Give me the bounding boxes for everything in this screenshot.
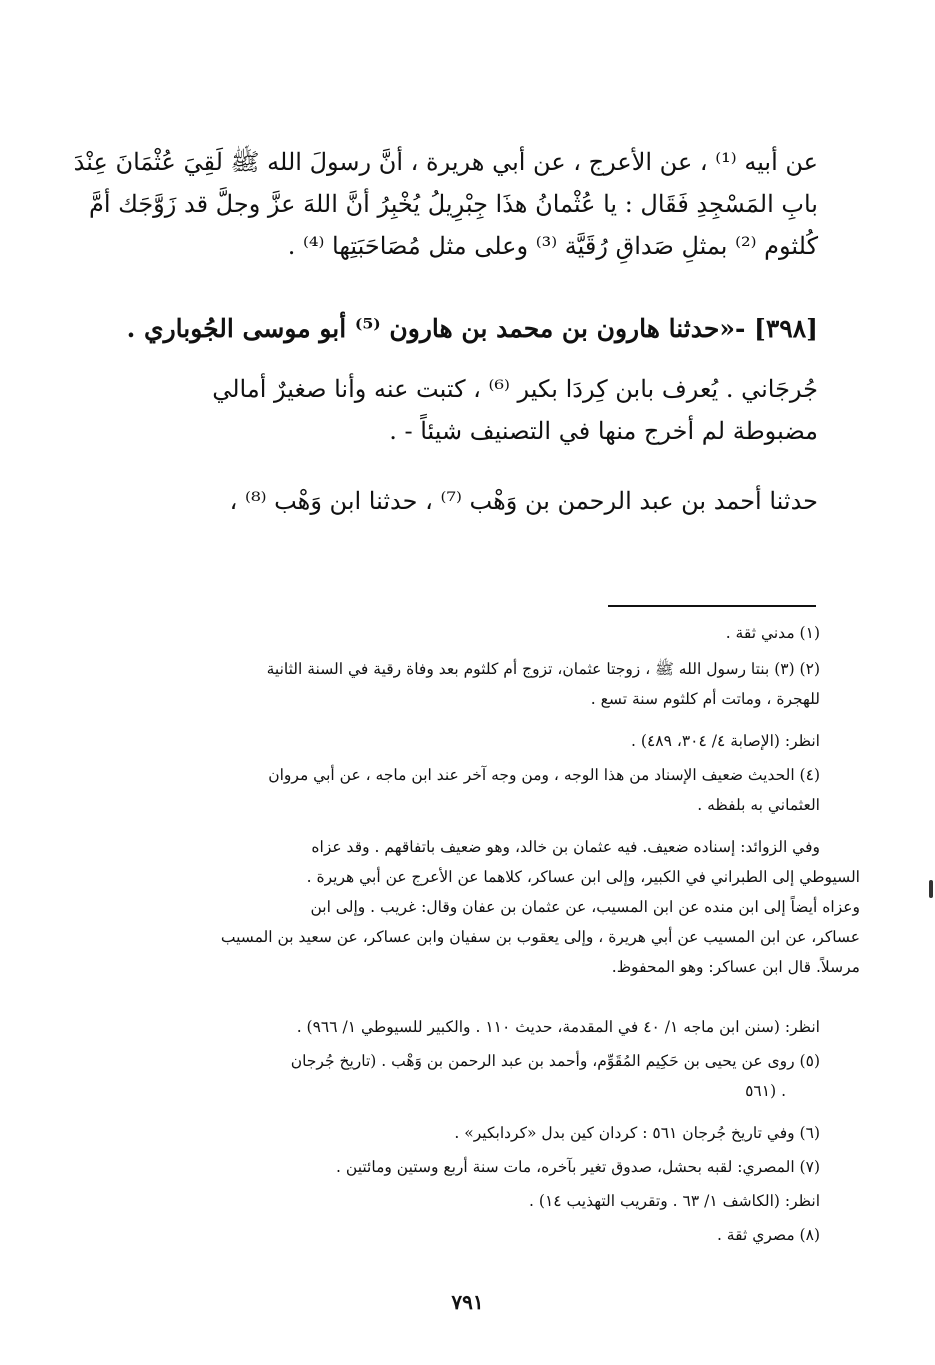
- footnote-line: (٢) (٣) بنتا رسول الله ﷺ ، زوجتا عثمان، تزوج أم كلثوم بعد وفاة رقية في السنة الثانية: [266, 660, 820, 678]
- footnote-line: العثماني به بلفظه .: [697, 796, 820, 814]
- footnote-4: [118, 760, 820, 820]
- footnote-line: انظر: (الإصابة ٤/ ٣٠٤، ٤٨٩) .: [631, 732, 820, 750]
- footnote-line: (٦) وفي تاريخ جُرجان ٥٦١ : كردان كين بدل «كردابكير» .: [454, 1124, 820, 1142]
- text-line: حدثنا أحمد بن عبد الرحمن بن وَهْب ⁽⁷⁾ ، حدثنا ابن وَهْب ⁽⁸⁾ ،: [229, 487, 818, 515]
- footnote-separator: [608, 605, 816, 607]
- text-line: جُرجَاني . يُعرف بابن كِردَا بكير ⁽⁶⁾ ، كتبت عنه وأنا صغيرٌ أمالي: [212, 375, 818, 403]
- main-paragraph-2: [110, 370, 818, 450]
- footnote-line: (١) مدني ثقة .: [725, 624, 820, 642]
- footnote-line: (٥) روى عن يحيى بن حَكِيم المُقَوِّم، وأحمد بن عبد الرحمن بن وَهْب . (تاريخ جُرجان: [290, 1052, 820, 1070]
- footnote-7: [118, 1152, 820, 1182]
- footnote-line: (٧) المصري: لقبه بحشل، صدوق تغير بآخره، مات سنة أربع وستين ومائتين .: [336, 1158, 820, 1176]
- footnote-line: عساكر، عن ابن المسيب عن أبي هريرة ، وإلى يعقوب بن سفيان وابن عساكر، عن سعيد بن المسيب: [220, 928, 860, 946]
- footnote-2-3: [118, 654, 820, 714]
- footnote-line: السيوطي إلى الطبراني في الكبير، وإلى ابن عساكر، كلاهما عن الأعرج عن أبي هريرة .: [306, 868, 860, 886]
- footnote-line: انظر: (الكاشف ١/ ٦٣ . وتقريب التهذيب ١٤) .: [529, 1192, 820, 1210]
- footnote-5: [118, 1046, 820, 1106]
- footnote-line: للهجرة ، وماتت أم كلثوم سنة تسع .: [590, 690, 820, 708]
- footnote-line: (٤) الحديث ضعيف الإسناد من هذا الوجه ، ومن وجه آخر عند ابن ماجه ، عن أبي مروان: [268, 766, 820, 784]
- footnote-6: [118, 1118, 820, 1148]
- footnote-1: [118, 618, 820, 648]
- footnote-4-reference: [118, 1012, 860, 1042]
- footnote-line: . (٥٦١: [745, 1082, 786, 1100]
- entry-heading: [٣٩٨] -«حدثنا هارون بن محمد بن هارون ⁽⁵⁾ أبو موسى الجُوباري .: [126, 314, 818, 343]
- footnote-7-reference: [118, 1186, 860, 1216]
- footnote-line: وعزاه أيضاً إلى ابن منده عن ابن المسيب، عن عثمان بن عفان وقال: غريب . وإلى ابن: [310, 898, 860, 916]
- text-line: مضبوطة لم أخرج منها في التصنيف شيئاً - .: [389, 417, 818, 445]
- footnote-line: (٨) مصري ثقة .: [716, 1226, 820, 1244]
- text-line: كُلثوم ⁽²⁾ بمثلِ صَداقِ رُقَيَّة ⁽³⁾ وعلى مثل مُصَاحَبَتِها ⁽⁴⁾ .: [287, 232, 818, 260]
- text-line: بابِ المَسْجِدِ فَقَال : يا عُثْمانُ هذَا جِبْرِيلُ يُخْبِرُ أنَّ اللهَ عزَّ وجلَّ قد زَوَّجَك أمَّ: [88, 190, 818, 218]
- main-paragraph-1: [73, 143, 818, 265]
- text-line: عن أبيه ⁽¹⁾ ، عن الأعرج ، عن أبي هريرة ، أنَّ رسولَ الله ﷺ لَقِيَ عُثْمَانَ عِنْدَ: [73, 148, 818, 176]
- scan-edge-mark: [929, 880, 933, 898]
- footnote-4-zawaid: [118, 832, 860, 982]
- footnote-line: انظر: (سنن ابن ماجه ١/ ٤٠ في المقدمة، حديث ١١٠ . والكبير للسيوطي ١/ ٩٦٦) .: [296, 1018, 820, 1036]
- footnote-line: وفي الزوائد: إسناده ضعيف. فيه عثمان بن خالد، وهو ضعيف باتفاقهم . وقد عزاه: [311, 838, 820, 856]
- footnote-8: [118, 1220, 820, 1250]
- main-paragraph-3: [110, 482, 818, 520]
- footnote-line: مرسلاً. قال ابن عساكر: وهو المحفوظ.: [611, 958, 860, 976]
- footnote-2-3-reference: [118, 726, 860, 756]
- page-number: ٧٩١: [451, 1290, 484, 1314]
